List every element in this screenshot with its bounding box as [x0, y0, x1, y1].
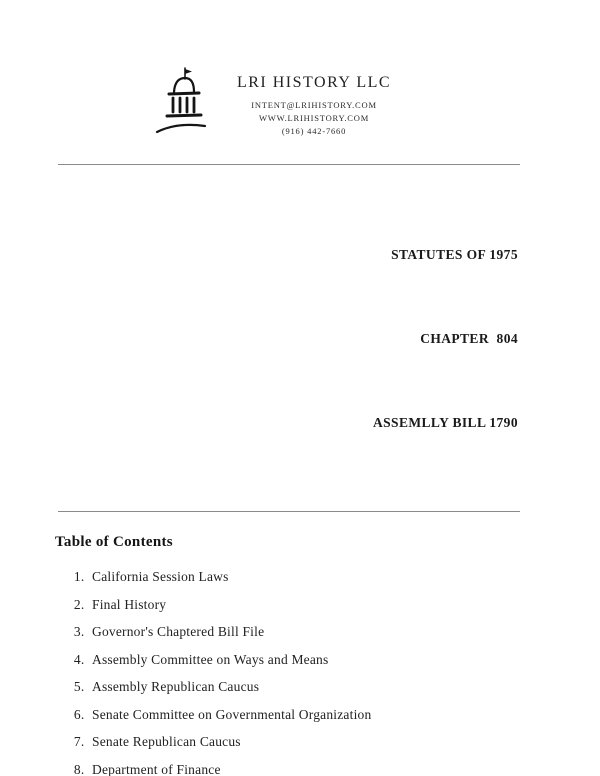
chapter-line: CHAPTER 804 [420, 331, 518, 346]
toc-item: 6. Senate Committee on Governmental Organization [88, 707, 600, 723]
letterhead [0, 0, 600, 142]
company-name: LRI HISTORY LLC [236, 74, 392, 91]
statute-block [0, 185, 518, 493]
toc-item: 1. California Session Laws [88, 569, 600, 585]
divider-bottom [58, 511, 520, 512]
toc-item: 2. Final History [88, 597, 600, 613]
letterhead-text [237, 64, 391, 138]
toc-item: 4. Assembly Committee on Ways and Means [88, 652, 600, 668]
company-phone: (916) 442-7660 [281, 126, 347, 136]
divider-top [58, 164, 520, 165]
bill-line: ASSEMLLY BILL 1790 [372, 415, 518, 430]
toc-item: 3. Governor's Chaptered Bill File [88, 624, 600, 640]
company-email: INTENT@LRIHISTORY.COM [251, 100, 377, 110]
toc-item: 8. Department of Finance [88, 762, 600, 776]
toc-item: 5. Assembly Republican Caucus [88, 679, 600, 695]
capitol-building-icon [149, 64, 219, 142]
toc-item: 7. Senate Republican Caucus [88, 734, 600, 750]
statutes-line: STATUTES OF 1975 [391, 247, 518, 262]
company-website: WWW.LRIHISTORY.COM [258, 113, 370, 123]
toc-list [0, 569, 600, 776]
toc-title: Table of Contents [55, 534, 173, 550]
